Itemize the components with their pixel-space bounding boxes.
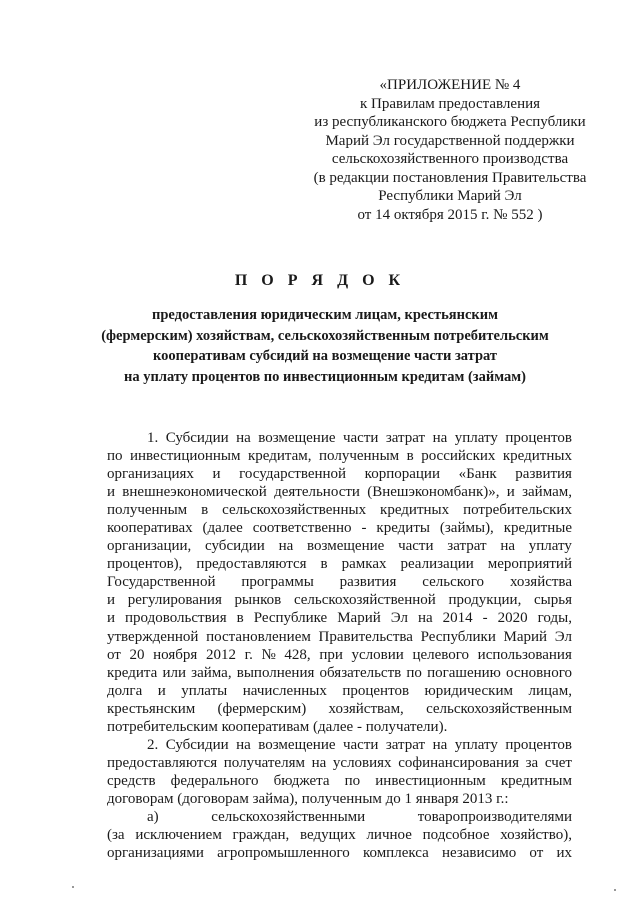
appendix-header-line: от 14 октября 2015 г. № 552 ) xyxy=(357,206,543,223)
body-word: организациях xyxy=(107,466,194,483)
body-line xyxy=(107,609,572,627)
body-word: (Внешэкономбанк)», xyxy=(367,484,500,501)
body-word: и xyxy=(107,610,116,627)
body-word: г. xyxy=(244,646,253,663)
body-word: возмещение xyxy=(258,430,336,446)
body-word: организациями xyxy=(107,845,204,862)
body-word: федерального xyxy=(170,772,259,789)
body-word: счет xyxy=(544,754,572,771)
body-word: Марий xyxy=(503,628,548,645)
body-word: исключением xyxy=(135,827,222,844)
body-word: (договорам xyxy=(177,790,253,807)
body-word: российских xyxy=(421,448,496,465)
body-word: государственной xyxy=(239,466,347,483)
appendix-header-line: Республики Марий Эл xyxy=(378,188,522,204)
body-word: предоставляются xyxy=(196,556,307,573)
body-word: сырья xyxy=(534,592,572,609)
body-word: субсидии xyxy=(205,538,265,555)
body-word: выполнения xyxy=(236,664,315,681)
body-word: (далее xyxy=(313,718,357,735)
body-word: возмещение xyxy=(307,538,385,555)
body-word: личное xyxy=(366,827,412,844)
body-word: потребительских xyxy=(463,502,572,519)
body-line xyxy=(107,628,572,646)
body-word: 2014 xyxy=(442,610,473,627)
body-line xyxy=(107,664,572,682)
body-word: бюджета xyxy=(273,772,330,789)
appendix-header-line: (в редакции постановления Правительства xyxy=(313,169,587,186)
body-line xyxy=(107,429,572,447)
body-word: 428, xyxy=(284,646,311,663)
body-line xyxy=(107,808,572,826)
body-word: товаропроизводителями xyxy=(417,808,572,825)
body-word: предоставляются xyxy=(107,754,218,771)
body-line xyxy=(107,682,572,700)
body-line xyxy=(107,826,572,844)
body-word: ноября xyxy=(153,646,198,663)
body-word: - xyxy=(356,718,366,735)
body-word: софинансирования xyxy=(398,754,519,771)
body-word: потребительским xyxy=(107,718,222,735)
body-line xyxy=(107,772,572,790)
body-word: соответственно xyxy=(252,520,352,537)
body-word: граждан, xyxy=(232,827,290,844)
subtitle-line: кооперативам субсидий на возмещение части затрат xyxy=(152,348,498,364)
body-word: целевого xyxy=(412,646,470,663)
body-word: кредитные xyxy=(503,520,572,537)
body-word: кредитам, xyxy=(247,448,312,465)
body-word: на xyxy=(432,430,448,446)
body-word: кредитным xyxy=(500,772,572,789)
body-word: постановлением xyxy=(206,628,311,645)
body-word: (за xyxy=(107,827,125,844)
body-word: в xyxy=(406,448,414,465)
body-word: уплату xyxy=(454,736,498,753)
body-word: 2013 xyxy=(462,790,497,807)
body-line xyxy=(107,501,572,519)
body-word: обязательств xyxy=(319,664,402,681)
body-word: затрат xyxy=(385,736,426,753)
body-word: внешнеэкономической xyxy=(122,484,267,501)
body-word: процентов xyxy=(342,682,410,699)
body-line xyxy=(107,447,572,465)
body-word: полученным xyxy=(107,502,188,519)
appendix-header-line: Марий Эл государственной поддержки xyxy=(325,132,575,149)
body-word: уплату xyxy=(528,538,572,555)
body-word: займа, xyxy=(191,664,232,681)
body-word: основного xyxy=(506,664,572,681)
body-word: в xyxy=(320,556,328,573)
body-word: ведущих xyxy=(300,827,356,844)
body-word: на xyxy=(432,736,448,753)
body-word: мероприятий xyxy=(487,556,572,573)
body-word: и xyxy=(107,592,116,609)
body-word: и xyxy=(157,682,166,699)
body-word: Республике xyxy=(253,610,328,627)
body-word: получатели). xyxy=(365,718,448,735)
body-word: а) xyxy=(147,808,159,825)
body-line xyxy=(107,700,572,718)
body-word: уплату xyxy=(454,430,498,446)
body-word: затрат xyxy=(447,538,487,555)
body-word: кредитных xyxy=(380,502,450,519)
appendix-header xyxy=(300,76,600,224)
appendix-header-line: из республиканского бюджета Республики xyxy=(314,114,586,130)
body-word: сельскохозяйственными xyxy=(211,808,366,825)
body-word: их xyxy=(556,845,572,862)
body-word: г.: xyxy=(496,790,509,807)
body-word: процентов xyxy=(505,430,572,446)
body-word: программы xyxy=(241,574,314,591)
body-word: «Банк xyxy=(458,466,497,483)
body-word: от xyxy=(107,646,121,663)
body-word: 2020 xyxy=(497,610,528,627)
body-word: юридическим xyxy=(424,682,513,699)
appendix-header-line: сельскохозяйственного производства xyxy=(331,151,569,167)
appendix-header-line: «ПРИЛОЖЕНИЕ № 4 xyxy=(379,77,521,93)
body-word: займам, xyxy=(522,484,572,501)
body-word: сельскохозяйственной xyxy=(293,592,436,609)
body-word: на xyxy=(417,610,433,627)
body-word: регулирования xyxy=(127,592,222,609)
body-word: корпорации xyxy=(364,466,440,483)
body-line xyxy=(107,465,572,483)
body-word: 1 xyxy=(404,790,416,807)
body-word: крестьянским xyxy=(107,700,196,717)
body-word: по xyxy=(107,448,123,465)
body-word: подсобное xyxy=(422,827,490,844)
body-word: хозяйство), xyxy=(500,827,572,844)
body-word: по xyxy=(344,772,361,789)
body-word: хозяйствам, xyxy=(328,700,404,717)
scan-speck xyxy=(614,889,616,891)
scan-speck xyxy=(72,886,74,888)
body-line xyxy=(107,537,572,555)
body-word: кредиты xyxy=(376,520,430,537)
subtitle-line: предоставления юридическим лицам, крестьянским xyxy=(152,307,498,323)
body-word: возмещение xyxy=(258,736,336,753)
body-line xyxy=(107,555,572,573)
body-word: и xyxy=(212,466,221,483)
body-word: Эл xyxy=(390,610,408,627)
body-word: полученным xyxy=(319,448,400,465)
body-word: рынков xyxy=(234,592,282,609)
body-word: погашению xyxy=(427,664,501,681)
document-subtitle xyxy=(0,305,640,387)
body-word: части xyxy=(398,538,434,555)
body-word: полученным xyxy=(301,790,386,807)
subtitle-line: на уплату процентов по инвестиционным кредитам (займам) xyxy=(124,368,526,385)
body-word: утвержденной xyxy=(107,628,199,645)
body-word: (фермерским) xyxy=(217,700,307,717)
body-word: 2012 xyxy=(205,646,236,663)
document-body xyxy=(107,429,572,862)
body-word: 2. xyxy=(147,736,159,753)
body-word: за xyxy=(525,754,539,771)
body-word: 20 xyxy=(129,646,145,663)
body-word: рамках xyxy=(341,556,387,573)
body-word: при xyxy=(319,646,343,663)
body-word: 1. xyxy=(147,430,159,446)
body-word: условиях xyxy=(332,754,392,771)
appendix-header-line: к Правилам предоставления xyxy=(359,95,541,112)
body-word: договорам xyxy=(107,790,178,807)
body-word: долга xyxy=(107,682,143,699)
body-word: № xyxy=(261,646,276,663)
body-word: от xyxy=(529,845,544,862)
body-word: инвестиционным xyxy=(130,448,241,465)
body-line xyxy=(107,718,572,736)
body-word: хозяйства xyxy=(509,574,572,591)
body-line xyxy=(107,519,572,537)
body-word: Республики xyxy=(420,628,496,645)
body-word: уплаты xyxy=(181,682,228,699)
body-word: лицам, xyxy=(528,682,572,699)
body-word: Субсидии xyxy=(165,736,229,753)
body-word: комплекса xyxy=(362,845,429,862)
body-word: процентов), xyxy=(107,556,183,573)
body-word: кредита xyxy=(107,664,158,681)
body-word: кооперативам xyxy=(221,718,313,735)
body-line xyxy=(107,790,572,808)
body-word: (далее xyxy=(202,520,243,537)
body-word: независимо xyxy=(441,845,517,862)
body-line xyxy=(107,573,572,591)
body-word: Правительства xyxy=(318,628,413,645)
body-line xyxy=(107,483,572,501)
body-word: займа), xyxy=(252,790,302,807)
body-word: продовольствия xyxy=(125,610,227,627)
body-word: и xyxy=(107,484,116,501)
body-word: на xyxy=(500,538,515,555)
body-word: до xyxy=(385,790,405,807)
body-line xyxy=(107,754,572,772)
body-line xyxy=(107,646,572,664)
body-word: развития xyxy=(339,574,397,591)
body-word: - xyxy=(361,520,367,537)
body-word: - xyxy=(482,610,488,627)
body-word: развития xyxy=(515,466,572,483)
body-word: на xyxy=(236,736,251,753)
body-word: или xyxy=(162,664,187,681)
body-word: Марий xyxy=(337,610,381,627)
body-word: сельскохозяйственным xyxy=(426,700,572,717)
body-word: затрат xyxy=(385,430,426,446)
body-word: процентов xyxy=(505,736,572,753)
document-title: П О Р Я Д О К xyxy=(234,272,406,289)
body-word: годы, xyxy=(537,610,572,627)
subtitle-line: (фермерским) хозяйствам, сельскохозяйственным потребительским xyxy=(101,327,549,344)
body-word: использования xyxy=(477,646,572,663)
body-word: продукции, xyxy=(448,592,522,609)
body-line xyxy=(107,844,572,862)
body-word: сельского xyxy=(422,574,485,591)
body-word: организации, xyxy=(107,538,192,555)
body-line xyxy=(107,736,572,754)
body-word: кредитных xyxy=(502,448,572,465)
body-word: условии xyxy=(351,646,404,663)
body-word: Субсидии xyxy=(165,430,229,446)
body-word: Эл xyxy=(554,628,572,645)
body-word: Государственной xyxy=(107,574,216,591)
body-word: реализации xyxy=(400,556,474,573)
body-word: деятельности xyxy=(274,484,360,501)
body-word: получателям xyxy=(223,754,305,771)
body-word: на xyxy=(236,430,251,446)
body-word: части xyxy=(342,736,379,753)
body-word: инвестиционным xyxy=(375,772,486,789)
body-word: части xyxy=(342,430,379,446)
body-word: средств xyxy=(107,772,156,789)
body-word: на xyxy=(311,754,327,771)
body-word: кооперативах xyxy=(107,520,193,537)
body-word: и xyxy=(506,484,515,501)
body-word: агропромышленного xyxy=(217,845,350,862)
body-word: в xyxy=(201,502,209,519)
body-word: по xyxy=(406,664,422,681)
body-word: начисленных xyxy=(242,682,327,699)
body-word: на xyxy=(278,538,294,555)
body-word: января xyxy=(415,790,463,807)
body-word: (займы), xyxy=(439,520,494,537)
body-word: сельскохозяйственных xyxy=(222,502,367,519)
body-line xyxy=(107,591,572,609)
body-word: в xyxy=(236,610,244,627)
